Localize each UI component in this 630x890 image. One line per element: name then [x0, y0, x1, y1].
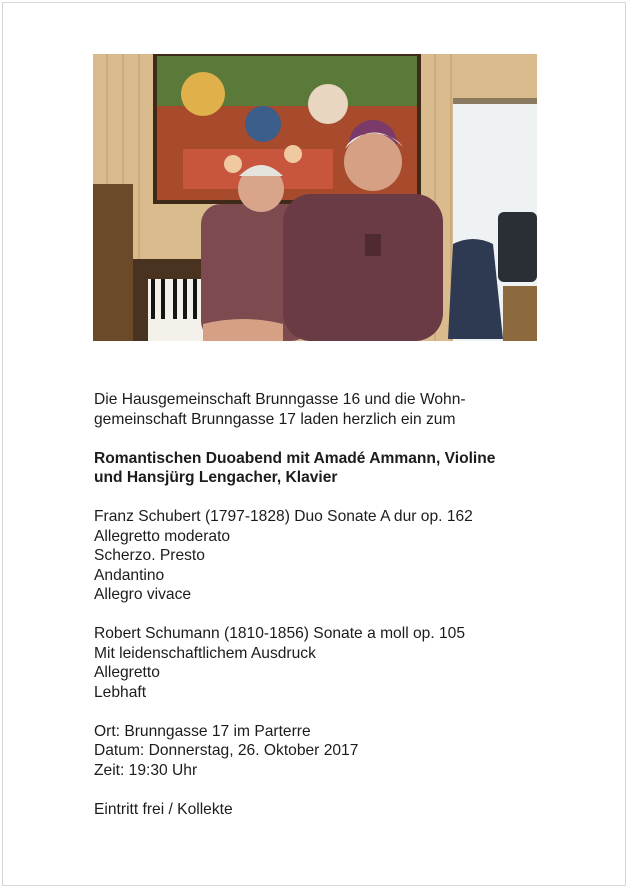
musicians-illustration — [93, 54, 537, 341]
program-movement: Lebhaft — [94, 683, 147, 701]
invitation-line-2: gemeinschaft Brunngasse 17 laden herzlich ein zum — [94, 410, 456, 428]
time-line: Zeit: 19:30 Uhr — [94, 761, 198, 779]
program-movement: Scherzo. Presto — [94, 547, 205, 564]
program-movement: Mit leidenschaftlichem Ausdruck — [94, 644, 316, 662]
date-line: Datum: Donnerstag, 26. Oktober 2017 — [94, 742, 359, 759]
program-work-2: Robert Schumann (1810-1856) Sonate a moll op. 105 — [94, 625, 466, 642]
entry-line: Eintritt frei / Kollekte — [94, 800, 233, 818]
program-movement: Andantino — [94, 566, 165, 584]
headline-line-2: und Hansjürg Lengacher, Klavier — [94, 469, 338, 486]
program-movement: Allegretto — [94, 664, 160, 681]
invitation-line-1: Die Hausgemeinschaft Brunngasse 16 und die Wohn- — [94, 391, 466, 408]
location-line: Ort: Brunngasse 17 im Parterre — [94, 722, 311, 740]
flyer-text — [94, 390, 554, 819]
flyer-page — [2, 2, 626, 886]
headline-line-1: Romantischen Duoabend mit Amadé Ammann, Violine — [94, 449, 496, 467]
program-movement: Allegretto moderato — [94, 527, 231, 545]
program-movement: Allegro vivace — [94, 586, 192, 603]
program-work-1: Franz Schubert (1797-1828) Duo Sonate A dur op. 162 — [94, 508, 473, 525]
concert-photo — [93, 54, 537, 341]
